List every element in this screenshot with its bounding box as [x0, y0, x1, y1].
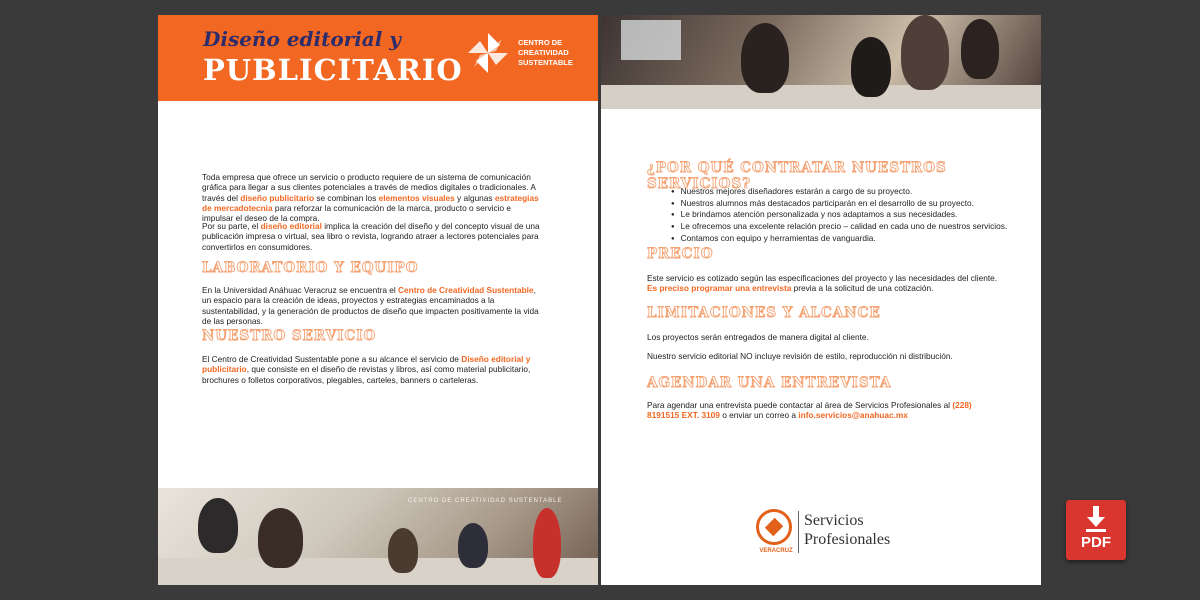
intro-text: y algunas: [454, 192, 495, 203]
center-logo-line3: SUSTENTABLE: [518, 58, 573, 67]
highlight-text: Es preciso programar una entrevista: [647, 283, 792, 294]
title-main: PUBLICITARIO: [203, 53, 463, 87]
price-heading: PRECIO: [647, 246, 714, 262]
list-item: ● Nuestros mejores diseñadores estarán a cargo de su proyecto.: [671, 187, 1031, 199]
photo-sign-text: CENTRO DE CREATIVIDAD SUSTENTABLE: [408, 498, 563, 504]
intro-paragraph-2: [202, 221, 544, 252]
service-paragraph: [202, 354, 544, 385]
why-list: [671, 187, 1031, 246]
highlight-text: Diseño editorial y publicitario: [202, 354, 531, 375]
list-item: ● Nuestros alumnos más destacados participarán en el desarrollo de su proyecto.: [671, 199, 1031, 211]
highlight-text: elementos visuales: [378, 192, 455, 203]
intro-text: implica la creación del diseño y del concepto visual de una publicación impresa o virtual, sea libro o revista, logrando atraer a lectores potenciales para convertirlos en consumidores.: [202, 221, 540, 252]
price-text: previa a la solicitud de una cotización.: [791, 283, 934, 294]
price-line1: Este servicio es cotizado según las especificaciones del proyecto y las necesidades del cliente.: [647, 273, 998, 283]
phone-number[interactable]: (228) 8191515: [647, 400, 972, 421]
list-item: ● Le brindamos atención personalizada y nos adaptamos a sus necesidades.: [671, 210, 1031, 222]
center-logo-line2: CREATIVIDAD: [518, 48, 569, 57]
highlight-text: estrategias de mercadotecnia: [202, 192, 539, 213]
brochure-page-left: [158, 15, 598, 585]
list-item: ● Le ofrecemos una excelente relación precio – calidad en cada uno de nuestros servicios.: [671, 222, 1031, 234]
why-heading: ¿POR QUÉ CONTRATAR NUESTROS SERVICIOS?: [647, 160, 947, 192]
lab-heading: LABORATORIO Y EQUIPO: [202, 260, 419, 276]
pdf-label: PDF: [1081, 534, 1111, 551]
highlight-text: Centro de Creatividad Sustentable: [398, 285, 534, 295]
pdf-download-button[interactable]: [1066, 500, 1126, 560]
anahuac-logo: [756, 509, 896, 561]
lab-paragraph: [202, 285, 544, 326]
pinwheel-icon: [466, 31, 510, 75]
intro-text: Toda empresa que ofrece un servicio o producto requiere de un sistema de comunicación gráfica para llegar a sus clientes potenciales a través de medios digitales o tradicionales. A través del: [202, 172, 536, 203]
center-logo: [466, 31, 598, 81]
brochure-page-right: [601, 15, 1041, 585]
price-line2: [647, 283, 1033, 293]
highlight-text: diseño publicitario: [240, 192, 315, 203]
lab-text: , un espacio para la creación de ideas, proyectos y estrategias encaminados a la sustentabilidad, y la generación de productos de diseño que impacten positivamente la vida de las personas.: [202, 285, 539, 326]
header-band: [158, 15, 598, 101]
schedule-text: Para agendar una entrevista puede contactar al área de Servicios Profesionales al: [647, 400, 953, 410]
service-text: El Centro de Creatividad Sustentable pone a su alcance el servicio de: [202, 354, 462, 364]
students-photo: [601, 15, 1041, 109]
logo-line2: Profesionales: [804, 531, 891, 548]
logo-line1: Servicios: [804, 512, 864, 529]
schedule-text: o enviar un correo a: [719, 410, 799, 421]
logo-text: [804, 511, 890, 549]
center-logo-line1: CENTRO DE: [518, 38, 563, 47]
university-seal-icon: [756, 509, 792, 545]
limits-paragraph-1: Los proyectos serán entregados de manera digital al cliente.: [647, 332, 869, 342]
price-paragraph: [647, 273, 1033, 294]
title-script: Diseño editorial y: [203, 27, 401, 51]
highlight-text: diseño editorial: [260, 221, 322, 231]
list-item: ● Contamos con equipo y herramientas de vanguardia.: [671, 234, 1031, 246]
lab-text: En la Universidad Anáhuac Veracruz se encuentra el: [202, 285, 399, 295]
phone-extension: EXT. 3109: [681, 410, 720, 421]
download-arrow-icon: [1086, 506, 1106, 532]
seal-label: VERACRUZ: [759, 548, 793, 554]
service-heading: NUESTRO SERVICIO: [202, 328, 377, 344]
service-text: , que consiste en el diseño de revistas y libros, así como material publicitario, brochures o folletos corporativos, plegables, carteles, banners o carteleras.: [202, 364, 531, 385]
logo-divider: [798, 511, 799, 553]
limits-paragraph-2: Nuestro servicio editorial NO incluye revisión de estilo, reproducción ni distribución.: [647, 351, 953, 361]
intro-text: para reforzar la comunicación de la marca, producto o servicio e impulsar el deseo de la compra.: [202, 202, 511, 224]
intro-text: Por su parte, el: [202, 221, 261, 231]
center-logo-text: [518, 38, 573, 68]
intro-text: se combinan los: [314, 192, 379, 203]
schedule-paragraph: [647, 400, 987, 421]
limits-heading: LIMITACIONES Y ALCANCE: [647, 305, 881, 321]
intro-paragraph-1: [202, 172, 544, 223]
schedule-heading: AGENDAR UNA ENTREVISTA: [647, 375, 892, 391]
classroom-photo: [158, 488, 598, 585]
email-link[interactable]: info.servicios@anahuac.mx: [798, 410, 908, 421]
